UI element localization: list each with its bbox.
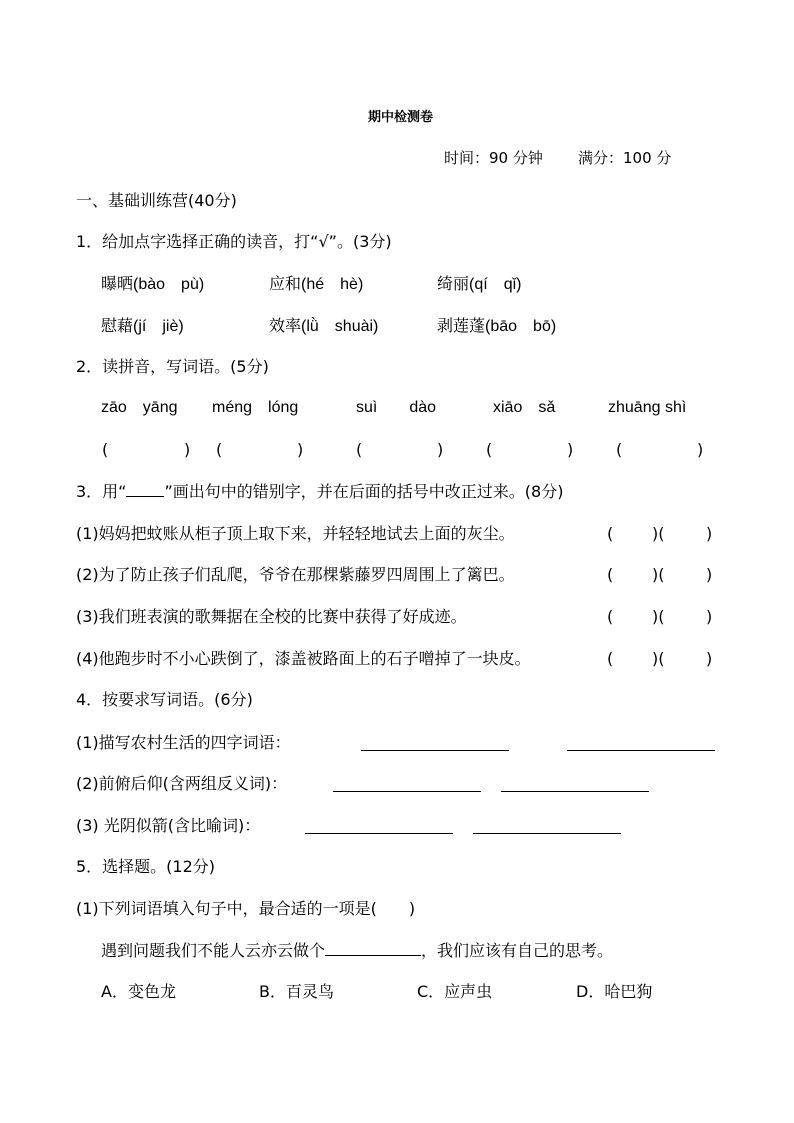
q3-stem-start: 3．用“ bbox=[76, 482, 127, 501]
correction-bracket-mid: )( bbox=[652, 565, 665, 584]
correction-bracket-open: ( bbox=[607, 649, 614, 668]
answer-bracket-open: ( bbox=[356, 440, 363, 459]
answer-line[interactable] bbox=[473, 833, 621, 834]
correction-bracket-open: ( bbox=[607, 524, 614, 543]
q3-stem-end: ”画出句中的错别字，并在后面的括号中改正过来。(8分) bbox=[164, 482, 564, 501]
correction-bracket-mid: )( bbox=[652, 649, 665, 668]
answer-line[interactable] bbox=[333, 791, 481, 792]
q1-word: 曝晒 bbox=[101, 274, 134, 293]
q4-item: (1)描写农村生活的四字词语： bbox=[76, 733, 291, 752]
question-4-stem: 4．按要求写词语。(6分) bbox=[76, 690, 253, 709]
correction-bracket-close: ) bbox=[706, 524, 713, 543]
pinyin-item: suì dào bbox=[356, 399, 437, 416]
q1-item bbox=[101, 316, 184, 337]
q1-word: 效率 bbox=[269, 316, 302, 335]
correction-bracket-close: ) bbox=[706, 565, 713, 584]
answer-line[interactable] bbox=[501, 791, 649, 792]
q3-sentence: (1)妈妈把蚊账从柜子顶上取下来，并轻轻地试去上面的灰尘。 bbox=[76, 524, 515, 543]
option-d[interactable]: D．哈巴狗 bbox=[576, 982, 653, 1001]
question-5-stem: 5．选择题。(12分) bbox=[76, 857, 216, 876]
answer-bracket-open: ( bbox=[616, 440, 623, 459]
question-3-stem bbox=[76, 482, 563, 502]
q1-word: 绮丽 bbox=[437, 274, 470, 293]
q5-sub1-stem: (1)下列词语填入句子中，最合适的一项是( ) bbox=[76, 899, 416, 918]
answer-bracket-close: ) bbox=[567, 440, 574, 459]
exam-full-score: 满分：100 分 bbox=[578, 149, 672, 167]
q3-sentence: (3)我们班表演的歌舞据在全校的比赛中获得了好成迹。 bbox=[76, 607, 467, 626]
sentence-end: ，我们应该有自己的思考。 bbox=[421, 941, 614, 960]
q3-sentence: (4)他跑步时不小心跌倒了，漆盖被路面上的石子噌掉了一块皮。 bbox=[76, 649, 531, 668]
answer-bracket-close: ) bbox=[184, 440, 191, 459]
pinyin-item: xiāo sǎ bbox=[493, 399, 556, 416]
answer-bracket-close: ) bbox=[697, 440, 704, 459]
q4-item: (2)前俯后仰(含两组反义词)： bbox=[76, 774, 288, 793]
q1-item bbox=[101, 274, 204, 295]
option-b[interactable]: B．百灵鸟 bbox=[259, 982, 334, 1001]
q1-options: (jí jiè) bbox=[133, 318, 184, 335]
q1-word: 慰藉 bbox=[101, 316, 134, 335]
section-heading: 一、基础训练营(40分) bbox=[76, 191, 237, 210]
page-title: 期中检测卷 bbox=[368, 110, 434, 125]
exam-time: 时间：90 分钟 bbox=[444, 149, 543, 167]
correction-bracket-open: ( bbox=[607, 565, 614, 584]
fill-blank[interactable] bbox=[325, 941, 421, 956]
option-c[interactable]: C．应声虫 bbox=[417, 982, 493, 1001]
correction-bracket-close: ) bbox=[706, 649, 713, 668]
answer-bracket-open: ( bbox=[102, 440, 109, 459]
sentence-start: 遇到问题我们不能人云亦云做个 bbox=[101, 941, 326, 960]
pinyin-item: zhuāng shì bbox=[608, 399, 687, 416]
option-a[interactable]: A．变色龙 bbox=[101, 982, 176, 1001]
answer-line[interactable] bbox=[567, 750, 715, 751]
q1-word: 剥莲蓬 bbox=[437, 316, 486, 335]
q1-options: (bāo bō) bbox=[485, 318, 557, 335]
question-2-stem: 2．读拼音，写词语。(5分) bbox=[76, 357, 269, 376]
q5-sub1-sentence bbox=[101, 941, 613, 961]
correction-bracket-close: ) bbox=[706, 607, 713, 626]
correction-bracket-mid: )( bbox=[652, 524, 665, 543]
answer-line[interactable] bbox=[361, 750, 509, 751]
correction-bracket-mid: )( bbox=[652, 607, 665, 626]
answer-line[interactable] bbox=[305, 833, 453, 834]
q1-item bbox=[437, 274, 521, 295]
q3-sentence: (2)为了防止孩子们乱爬，爷爷在那棵紫藤罗四周围上了篱巴。 bbox=[76, 565, 515, 584]
q1-options: (hé hè) bbox=[301, 276, 364, 293]
q4-item: (3) 光阴似箭(含比喻词)： bbox=[76, 816, 261, 835]
q1-item bbox=[269, 274, 363, 295]
answer-bracket-close: ) bbox=[437, 440, 444, 459]
q1-options: (lǜ shuài) bbox=[301, 318, 379, 335]
q1-item bbox=[269, 316, 378, 337]
pinyin-item: méng lóng bbox=[212, 399, 299, 416]
question-1-stem: 1．给加点字选择正确的读音，打“√”。(3分) bbox=[76, 232, 392, 251]
pinyin-item: zāo yāng bbox=[101, 399, 178, 416]
q1-word: 应和 bbox=[269, 274, 302, 293]
q1-options: (bào pù) bbox=[133, 276, 205, 293]
answer-bracket-open: ( bbox=[216, 440, 223, 459]
correction-bracket-open: ( bbox=[607, 607, 614, 626]
answer-bracket-open: ( bbox=[486, 440, 493, 459]
underline-sample bbox=[126, 482, 164, 497]
answer-bracket-close: ) bbox=[297, 440, 304, 459]
q1-item bbox=[437, 316, 556, 337]
q1-options: (qí qǐ) bbox=[469, 276, 522, 293]
